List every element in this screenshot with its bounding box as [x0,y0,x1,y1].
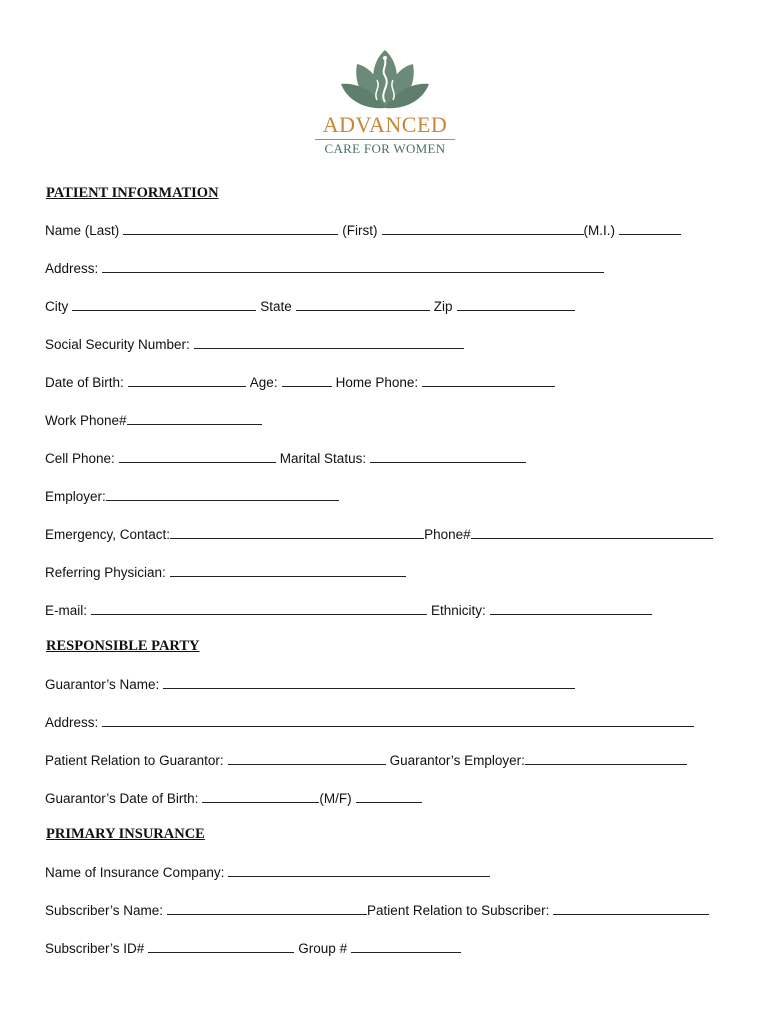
emergency-phone-field[interactable] [471,526,713,539]
name-last-field[interactable] [123,222,338,235]
ssn-row [45,336,468,352]
guarantor-name-row [45,676,579,692]
subscriber-id-row [45,940,465,956]
guarantor-dob-label: Guarantor’s Date of Birth: [45,791,199,806]
employer-field[interactable] [106,488,339,501]
work-phone-row [45,412,266,428]
age-field[interactable] [282,374,332,387]
emergency-phone-label: Phone# [424,527,471,542]
section-title-primary-insurance: PRIMARY INSURANCE [46,826,205,842]
relation-to-subscriber-label: Patient Relation to Subscriber: [367,903,550,918]
guarantor-relation-row [45,752,691,768]
ssn-label: Social Security Number: [45,337,190,352]
state-label: State [260,299,292,314]
ethnicity-field[interactable] [490,602,652,615]
subscriber-name-label: Subscriber’s Name: [45,903,164,918]
dob-label: Date of Birth: [45,375,124,390]
referring-physician-field[interactable] [170,564,406,577]
insurance-company-label: Name of Insurance Company: [45,865,225,880]
city-label: City [45,299,69,314]
insurance-company-field[interactable] [228,864,490,877]
ssn-field[interactable] [194,336,464,349]
referring-physician-row [45,564,410,580]
work-phone-label: Work Phone# [45,413,127,428]
brand-name: ADVANCED [315,112,455,140]
subscriber-id-label: Subscriber’s ID# [45,941,145,956]
address-label: Address: [45,261,99,276]
brand-tagline: CARE FOR WOMEN [324,141,446,156]
guarantor-name-label: Guarantor’s Name: [45,677,160,692]
guarantor-dob-field[interactable] [202,790,319,803]
practice-logo [315,48,455,157]
relation-to-subscriber-field[interactable] [553,902,709,915]
email-field[interactable] [91,602,427,615]
emergency-contact-label: Emergency, Contact: [45,527,171,542]
section-title-patient-information: PATIENT INFORMATION [46,185,219,201]
lotus-leaf-icon [335,48,435,110]
age-label: Age: [249,375,278,390]
city-state-zip-row [45,298,579,314]
cell-marital-row [45,450,530,466]
marital-status-field[interactable] [370,450,526,463]
section-title-responsible-party: RESPONSIBLE PARTY [46,638,200,654]
referring-physician-label: Referring Physician: [45,565,166,580]
state-field[interactable] [296,298,430,311]
name-mi-label: (M.I.) [583,223,616,238]
name-first-label: (First) [342,223,378,238]
emergency-contact-field[interactable] [170,526,424,539]
zip-field[interactable] [457,298,575,311]
guarantor-dob-row [45,790,426,806]
home-phone-field[interactable] [422,374,555,387]
cell-phone-field[interactable] [119,450,276,463]
dob-field[interactable] [128,374,246,387]
email-ethnicity-row [45,602,656,618]
guarantor-employer-label: Guarantor’s Employer: [389,753,525,768]
employer-row [45,488,343,504]
ethnicity-label: Ethnicity: [431,603,486,618]
subscriber-id-field[interactable] [148,940,294,953]
city-field[interactable] [72,298,256,311]
insurance-company-row [45,864,494,880]
employer-label: Employer: [45,489,106,504]
guarantor-relation-label: Patient Relation to Guarantor: [45,753,224,768]
guarantor-address-label: Address: [45,715,99,730]
marital-status-label: Marital Status: [279,451,367,466]
cell-phone-label: Cell Phone: [45,451,115,466]
guarantor-address-field[interactable] [102,714,694,727]
email-label: E-mail: [45,603,88,618]
guarantor-name-field[interactable] [163,676,575,689]
subscriber-name-row [45,902,713,918]
subscriber-name-field[interactable] [167,902,367,915]
group-label: Group # [298,941,348,956]
guarantor-employer-field[interactable] [525,752,687,765]
guarantor-relation-field[interactable] [228,752,386,765]
work-phone-field[interactable] [127,412,262,425]
group-field[interactable] [351,940,461,953]
name-last-label: Name (Last) [45,223,120,238]
name-row [45,222,685,238]
zip-label: Zip [433,299,453,314]
guarantor-sex-label: (M/F) [319,791,352,806]
address-row [45,260,608,276]
guarantor-sex-field[interactable] [356,790,422,803]
guarantor-address-row [45,714,698,730]
name-first-field[interactable] [382,222,584,235]
dob-age-phone-row [45,374,559,390]
home-phone-label: Home Phone: [335,375,419,390]
address-field[interactable] [102,260,604,273]
emergency-contact-row [45,526,717,542]
name-mi-field[interactable] [619,222,681,235]
